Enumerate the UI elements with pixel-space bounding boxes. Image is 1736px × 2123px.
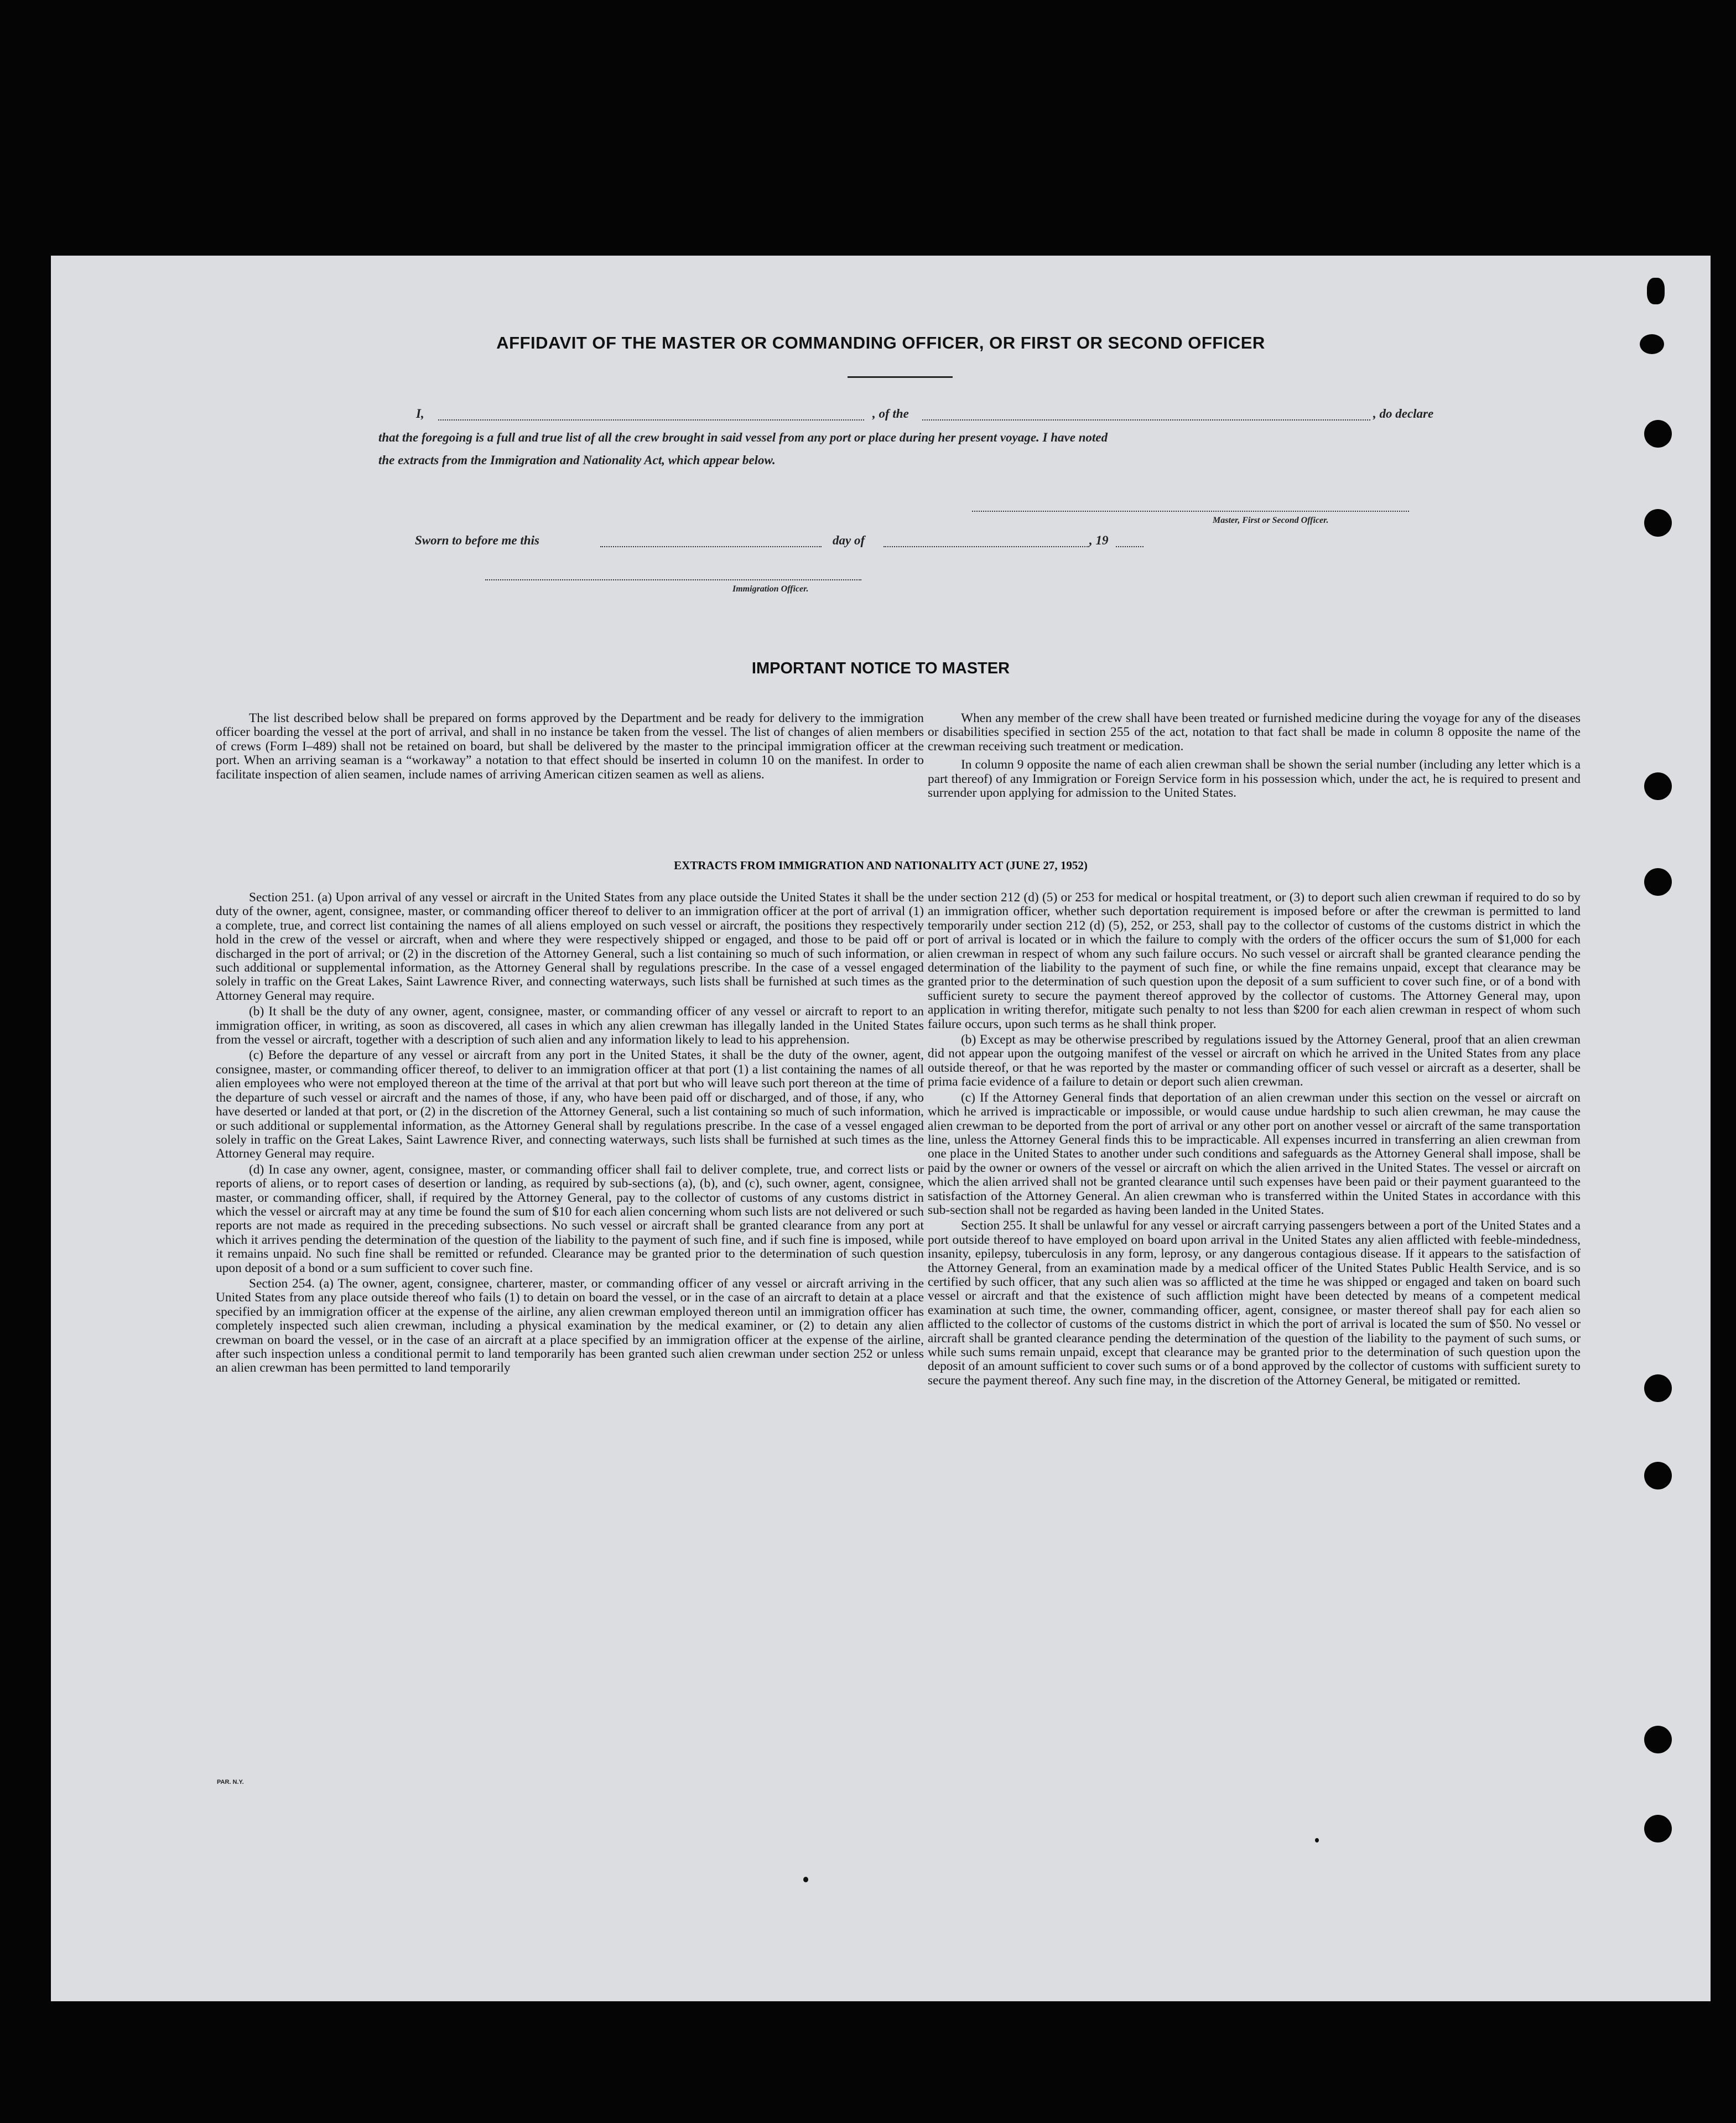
notice-title: IMPORTANT NOTICE TO MASTER — [751, 660, 1010, 677]
notice-right-text-1: When any member of the crew shall have been treated or furnished medicine during the voyage for any of the diseases or disabilities specified in section 255 of the act, notation to that fact shall be made in column 8 opposite the name of the crewman receiving such treatment or medication. — [928, 711, 1581, 754]
declaration-i: I, — [416, 407, 424, 421]
declaration-line2: that the foregoing is a full and true list of all the crew brought in said vessel from any port or place during her present voyage. I have noted — [378, 430, 1108, 444]
master-caption: Master, First or Second Officer. — [1213, 516, 1329, 525]
notice-right — [928, 712, 1581, 802]
vessel-field[interactable] — [922, 419, 1370, 421]
year-label: , 19 — [1089, 533, 1109, 547]
binder-hole — [1644, 509, 1672, 537]
extracts-right-column — [928, 891, 1581, 1389]
extracts-left-column — [216, 891, 924, 1377]
section-251-b: (b) It shall be the duty of any owner, agent, consignee, master, or commanding officer of any vessel or aircraft to report to an immigration officer, in writing, as soon as discovered, all cases in which any alien crewman has illegally landed in the United States from the vessel or aircraft, together with a description of such alien and any information likely to lead to his apprehension. — [216, 1004, 924, 1047]
affidavit-title: AFFIDAVIT OF THE MASTER OR COMMANDING OFFICER, OR FIRST OR SECOND OFFICER — [496, 333, 1265, 352]
speck — [1315, 1838, 1319, 1842]
declaration-of-the: , of the — [872, 407, 909, 421]
sworn-day-field[interactable] — [600, 546, 822, 547]
title-rule — [848, 376, 953, 378]
section-254-b: (b) Except as may be otherwise prescribed by regulations issued by the Attorney General, proof that an alien crewman did not appear upon the outgoing manifest of the vessel or aircraft on which he arrived in the United States from any place outside thereof, or that he was reported by the master or commanding officer of such vessel or aircraft as a deserter, shall be prima facie evidence of a failure to detain or deport such alien crewman. — [928, 1032, 1581, 1089]
declaration-line3: the extracts from the Immigration and Nationality Act, which appear below. — [378, 453, 776, 467]
section-255: Section 255. It shall be unlawful for any vessel or aircraft carrying passengers between a port of the United States and a port outside thereof to have employed on board upon arrival in the United States any alien afflicted with feeble-mindedness, insanity, epilepsy, tuberculosis in any form, leprosy, or any dangerous contagious disease. If it appears to the satisfaction of the Attorney General, from an examination made by a medical officer of the United States Public Health Service, and is so certified by such officer, that any such alien was so afflicted at the time he was shipped or engaged and taken on board such vessel or aircraft and that the existence of such affliction might have been detected by means of a competent medical examination at such time, the owner, commanding officer, agent, consignee, or master thereof shall pay for each alien so afflicted to the collector of customs of the customs district in which the port of arrival is located the sum of $50. No vessel or aircraft shall be granted clearance pending the determination of the question of the liability to the payment of such sums, or while such sums remain unpaid, except that clearance may be granted prior to the determination of such question upon the deposit of an amount sufficient to cover such sums or of a bond approved by the collector of customs with sufficient surety to secure the payment thereof. Any such fine may, in the discretion of the Attorney General, be mitigated or remitted. — [928, 1218, 1581, 1388]
master-signature-line[interactable] — [972, 511, 1409, 512]
binder-hole — [1644, 1815, 1672, 1842]
speck — [803, 1877, 808, 1882]
extracts-title: EXTRACTS FROM IMMIGRATION AND NATIONALITY ACT (JUNE 27, 1952) — [674, 859, 1088, 872]
binder-hole — [1644, 772, 1672, 800]
document-page — [51, 256, 1711, 2001]
section-254-a-cont: under section 212 (d) (5) or 253 for medical or hospital treatment, or (3) to deport such alien crewman if required to do so by an immigration officer, whether such deportation requirement is imposed before or after the crewman is permitted to land temporarily under section 212 (d) (5), 252, or 253, shall pay to the collector of customs of the customs district in which the port of arrival is located or in which the failure to comply with the orders of the officer occurs the sum of $1,000 for each alien crewman in respect of whom any such failure occurs. No such vessel or aircraft shall be granted clearance pending the determination of the liability to the payment of such fine, or while the fine remains unpaid, except that clearance may be granted prior to the determination of such question upon the deposit of a sum sufficient to cover such fine, or of a bond with sufficient surety to secure the payment thereof approved by the collector of customs. The Attorney General may, upon application in writing therefor, mitigate such penalty to not less than $200 for each alien crewman in respect of whom such failure occurs, upon such terms as he shall think proper. — [928, 890, 1581, 1031]
section-251-d: (d) In case any owner, agent, consignee, master, or commanding officer shall fail to deliver complete, true, and correct lists or reports of aliens, or to report cases of desertion or landing, as required by sub-sections (a), (b), and (c), such owner, agent, consignee, master, or commanding officer, shall, if required by the Attorney General, pay to the collector of customs of any customs district in which the vessel or aircraft may at any time be found the sum of $10 for each alien concerning whom such lists are not delivered or such reports are not made as required in the preceding subsections. No such vessel or aircraft shall be granted clearance from any port at which it arrives pending the determination of the question of the liability to the payment of such fine, and if such fine is imposed, while it remains unpaid. No such fine shall be remitted or refunded. Clearance may be granted prior to the determination of such question upon deposit of a bond or a sum sufficient to cover such fine. — [216, 1162, 924, 1275]
sworn-year-field[interactable] — [1116, 546, 1144, 547]
notice-left — [216, 712, 924, 783]
day-of-label: day of — [833, 533, 865, 547]
binder-hole — [1644, 1374, 1672, 1402]
binder-hole — [1644, 1726, 1672, 1753]
sworn-label: Sworn to before me this — [415, 533, 539, 547]
section-254-c: (c) If the Attorney General finds that deportation of an alien crewman under this section on the vessel or aircraft on which he arrived is impracticable or impossible, or would cause undue hardship to such alien crewman, he may cause the alien crewman to be deported from the port of arrival or any other port on another vessel or aircraft of the same transportation line, unless the Attorney General finds this to be impracticable. All expenses incurred in transferring an alien crewman from one place in the United States to another under such conditions and safeguards as the Attorney General shall impose, shall be paid by the owner or owners of the vessel or aircraft on which the alien arrived in the United States. The vessel or aircraft on which the alien arrived shall not be granted clearance until such expenses have been paid or their payment guaranteed to the satisfaction of the Attorney General. An alien crewman who is transferred within the United States in accordance with this sub-section shall not be regarded as having been landed in the United States. — [928, 1090, 1581, 1217]
section-251-c: (c) Before the departure of any vessel or aircraft from any port in the United States, it shall be the duty of the owner, agent, consignee, master, or commanding officer thereof, to deliver to an immigration officer at that port (1) a list containing the names of all alien employees who were not employed thereon at the time of the arrival at that port but who will leave such port thereon at the time of the departure of such vessel or aircraft and the names of those, if any, who have been paid off or discharged, and of those, if any, who have deserted or landed at that port, or (2) in the discretion of the Attorney General, such a list containing so much of such information, or such additional or supplemental information, as the Attorney General shall by regulations prescribe. In the case of a vessel engaged solely in traffic on the Great Lakes, Saint Lawrence River, and connecting waterways, such lists shall be furnished at such times as the Attorney General may require. — [216, 1048, 924, 1161]
section-251-a: Section 251. (a) Upon arrival of any vessel or aircraft in the United States from any place outside the United States it shall be the duty of the owner, agent, consignee, master, or commanding officer thereof to deliver to an immigration officer at the port of arrival (1) a complete, true, and correct list containing the names of all aliens employed on such vessel or aircraft, the positions they respectively hold in the crew of the vessel or aircraft, when and where they were respectively shipped or engaged, and those to be paid off or discharged in the port of arrival; or (2) in the discretion of the Attorney General, such a list containing so much of such information, or such additional or supplemental information, as the Attorney General shall by regulations prescribe. In the case of a vessel engaged solely in traffic on the Great Lakes, Saint Lawrence River, and connecting waterways, such lists shall be furnished at such times as the Attorney General may require. — [216, 890, 924, 1003]
notice-right-text-2: In column 9 opposite the name of each alien crewman shall be shown the serial number (including any letter which is a part thereof) of any Immigration or Foreign Service form in his possession which, under the act, he is required to present and surrender upon applying for admission to the United States. — [928, 757, 1581, 801]
officer-caption: Immigration Officer. — [732, 584, 809, 594]
name-field[interactable] — [438, 419, 864, 421]
binder-hole — [1644, 1462, 1672, 1489]
binder-hole — [1647, 278, 1665, 304]
notice-left-text: The list described below shall be prepared on forms approved by the Department and be ready for delivery to the immigration officer boarding the vessel at the port of arrival, and shall in no instance be taken from the vessel. The list of changes of alien members of crews (Form I–489) shall not be retained on board, but shall be delivered by the master to the principal immigration officer at the port. When an arriving seaman is a “workaway” a notation to that effect should be inserted in column 10 on the manifest. In order to facilitate inspection of alien seamen, include names of arriving American citizen seamen as well as aliens. — [216, 711, 924, 782]
printer-mark: PAR. N.Y. — [217, 1779, 244, 1785]
section-254-a: Section 254. (a) The owner, agent, consignee, charterer, master, or commanding officer of any vessel or aircraft arriving in the United States from any place outside thereof who fails (1) to detain on board the vessel, or in the case of an aircraft to detain at a place specified by an immigration officer at the expense of the airline, any alien crewman employed thereon until an immigration officer has completely inspected such alien crewman, including a physical examination by the medical examiner, or (2) to detain any alien crewman on board the vessel, or in the case of an aircraft at a place specified by an immigration officer at the expense of the airline, after such inspection unless a conditional permit to land temporarily has been granted such alien crewman under section 252 or unless an alien crewman has been permitted to land temporarily — [216, 1276, 924, 1375]
declaration-declare: , do declare — [1373, 407, 1434, 421]
binder-hole — [1644, 420, 1672, 448]
sworn-month-field[interactable] — [883, 546, 1089, 547]
officer-signature-line[interactable] — [485, 579, 861, 580]
